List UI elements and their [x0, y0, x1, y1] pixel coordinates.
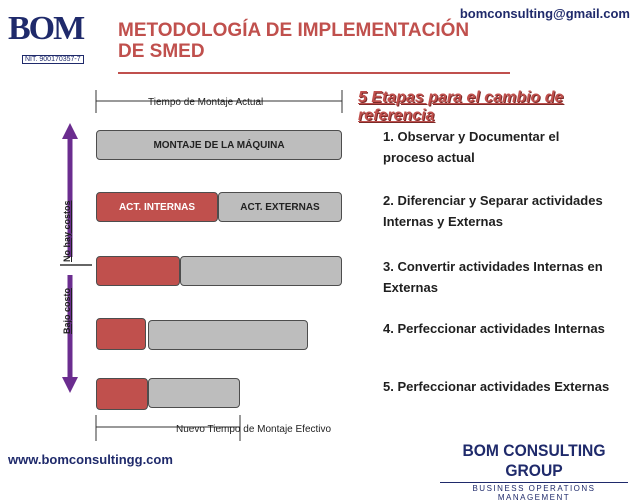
company-logo — [8, 8, 98, 64]
title-line-2: DE SMED — [118, 41, 205, 62]
low-cost-label: Bajo costo — [62, 287, 72, 334]
title-divider — [118, 72, 510, 74]
machine-setup-label: MONTAJE DE LA MÁQUINA — [153, 139, 285, 151]
external-activities-bar — [218, 192, 342, 222]
website-link[interactable]: www.bomconsultingg.com — [8, 452, 173, 467]
contact-email: bomconsulting@gmail.com — [459, 6, 630, 21]
cost-arrow-up-head — [62, 123, 78, 139]
stage-1: 1. Observar y Documentar el proceso actual — [383, 129, 560, 165]
new-setup-time-label: Nuevo Tiempo de Montaje Efectivo — [176, 424, 332, 435]
machine-setup-bar — [96, 130, 342, 160]
brand-block — [440, 441, 628, 502]
internal-bar-stage3 — [96, 256, 180, 286]
stage-4: 4. Perfeccionar actividades Internas — [383, 321, 605, 336]
brand-tagline: BUSINESS OPERATIONS MANAGEMENT — [440, 482, 628, 502]
title-line-1: METODOLOGÍA DE IMPLEMENTACIÓN — [118, 20, 470, 41]
internal-bar-stage4 — [96, 318, 146, 350]
internal-bar-stage5 — [96, 378, 148, 410]
external-activities-label: ACT. EXTERNAS — [240, 201, 320, 213]
stage-5: 5. Perfeccionar actividades Externas — [383, 379, 610, 394]
stage-3: 3. Convertir actividades Internas en Externas — [383, 259, 603, 295]
cost-arrow-down-head — [62, 377, 78, 393]
stage-2: 2. Diferenciar y Separar actividades Internas y Externas — [383, 193, 603, 229]
external-bar-stage5 — [148, 378, 240, 408]
stages-title: 5 Etapas para el cambio de referencia — [358, 89, 564, 124]
external-bar-stage3 — [180, 256, 342, 286]
current-setup-time-label: Tiempo de Montaje Actual — [148, 97, 264, 108]
external-bar-stage4 — [148, 320, 308, 350]
logo-letters: BOM — [8, 10, 84, 47]
internal-activities-bar — [96, 192, 218, 222]
logo-nit: NIT. 900170357-7 — [22, 55, 84, 64]
brand-name: BOM CONSULTING GROUP — [462, 441, 606, 480]
no-cost-label: No hay costos — [62, 200, 72, 262]
internal-activities-label: ACT. INTERNAS — [118, 201, 196, 213]
page-title — [118, 20, 498, 62]
